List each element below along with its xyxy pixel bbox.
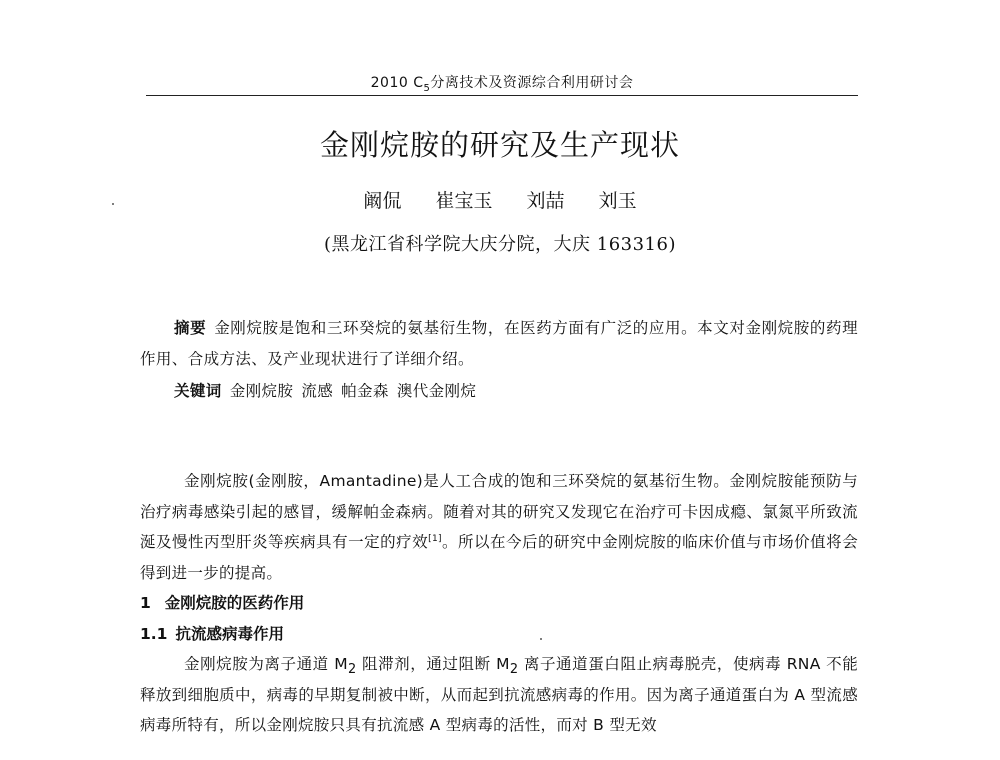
keyword: 澳代金刚烷 <box>396 382 477 400</box>
citation-ref: [1] <box>428 533 442 544</box>
mechanism-text-a: 金刚烷胺为离子通道 M <box>184 655 348 673</box>
keywords-label: 关键词 <box>174 381 222 400</box>
abstract-text: 金刚烷胺是饱和三环癸烷的氨基衍生物，在医药方面有广泛的应用。本文对金刚烷胺的药理作用、合成方法、及产业现状进行了详细介绍。 <box>140 319 858 368</box>
section-number: 1 <box>140 594 151 612</box>
paper-title: 金刚烷胺的研究及生产现状 <box>319 128 680 162</box>
intro-tail-text: 。所以在今后的研究中金刚烷胺的临床价值与市场价值将会得到进一步的提高。 <box>140 533 858 582</box>
mechanism-text-b: 阻滞剂，通过阻断 M <box>356 655 510 673</box>
keywords-paragraph <box>140 375 858 407</box>
body-text <box>140 466 858 741</box>
running-header-subscript: 5 <box>423 82 431 94</box>
section-heading-1 <box>140 588 858 619</box>
author: 阚侃 <box>363 190 402 212</box>
abstract-paragraph <box>140 312 858 375</box>
affiliation: (黑龙江省科学院大庆分院，大庆 163316) <box>324 234 676 255</box>
subscript-2: 2 <box>347 662 357 678</box>
keyword: 流感 <box>301 382 334 400</box>
intro-paragraph <box>140 466 858 588</box>
abstract-label: 摘要 <box>174 318 207 337</box>
author: 刘喆 <box>526 190 565 212</box>
running-header-prefix: 2010 C <box>370 75 424 91</box>
subsection-number: 1.1 <box>140 624 168 643</box>
author: 刘玉 <box>598 190 637 212</box>
subscript-2: 2 <box>509 662 519 678</box>
mechanism-paragraph <box>140 649 858 741</box>
author: 崔宝玉 <box>435 190 493 212</box>
scan-speck <box>112 203 114 205</box>
keyword: 帕金森 <box>341 382 389 400</box>
subsection-title: 抗流感病毒作用 <box>175 624 284 643</box>
running-header <box>146 72 858 92</box>
mechanism-text-c: 离子通道蛋白阻止病毒脱壳，使病毒 RNA 不能释放到细胞质中，病毒的早期复制被中断，从而起到抗流感病毒的作用。因为离子通道蛋白为 A 型流感病毒所特有，所以金刚烷胺只具有抗流感 A 型病毒的活性，而对 B 型无效 <box>140 655 858 734</box>
author-list <box>0 186 1000 213</box>
scan-speck <box>540 638 542 640</box>
intro-main-text: 金刚烷胺(金刚胺，Amantadine)是人工合成的饱和三环癸烷的氨基衍生物。金刚烷胺能预防与治疗病毒感染引起的感冒，缓解帕金森病。随着对其的研究又发现它在治疗可卡因成瘾、氯氮平所致流涎及慢性丙型肝炎等疾病具有一定的疗效 <box>140 472 858 551</box>
keyword: 金刚烷胺 <box>229 382 294 400</box>
header-rule <box>146 95 858 96</box>
abstract-section <box>140 312 858 407</box>
section-title: 金刚烷胺的医药作用 <box>164 594 305 612</box>
section-heading-1-1 <box>140 619 858 650</box>
running-header-suffix: 分离技术及资源综合利用研讨会 <box>430 75 634 91</box>
